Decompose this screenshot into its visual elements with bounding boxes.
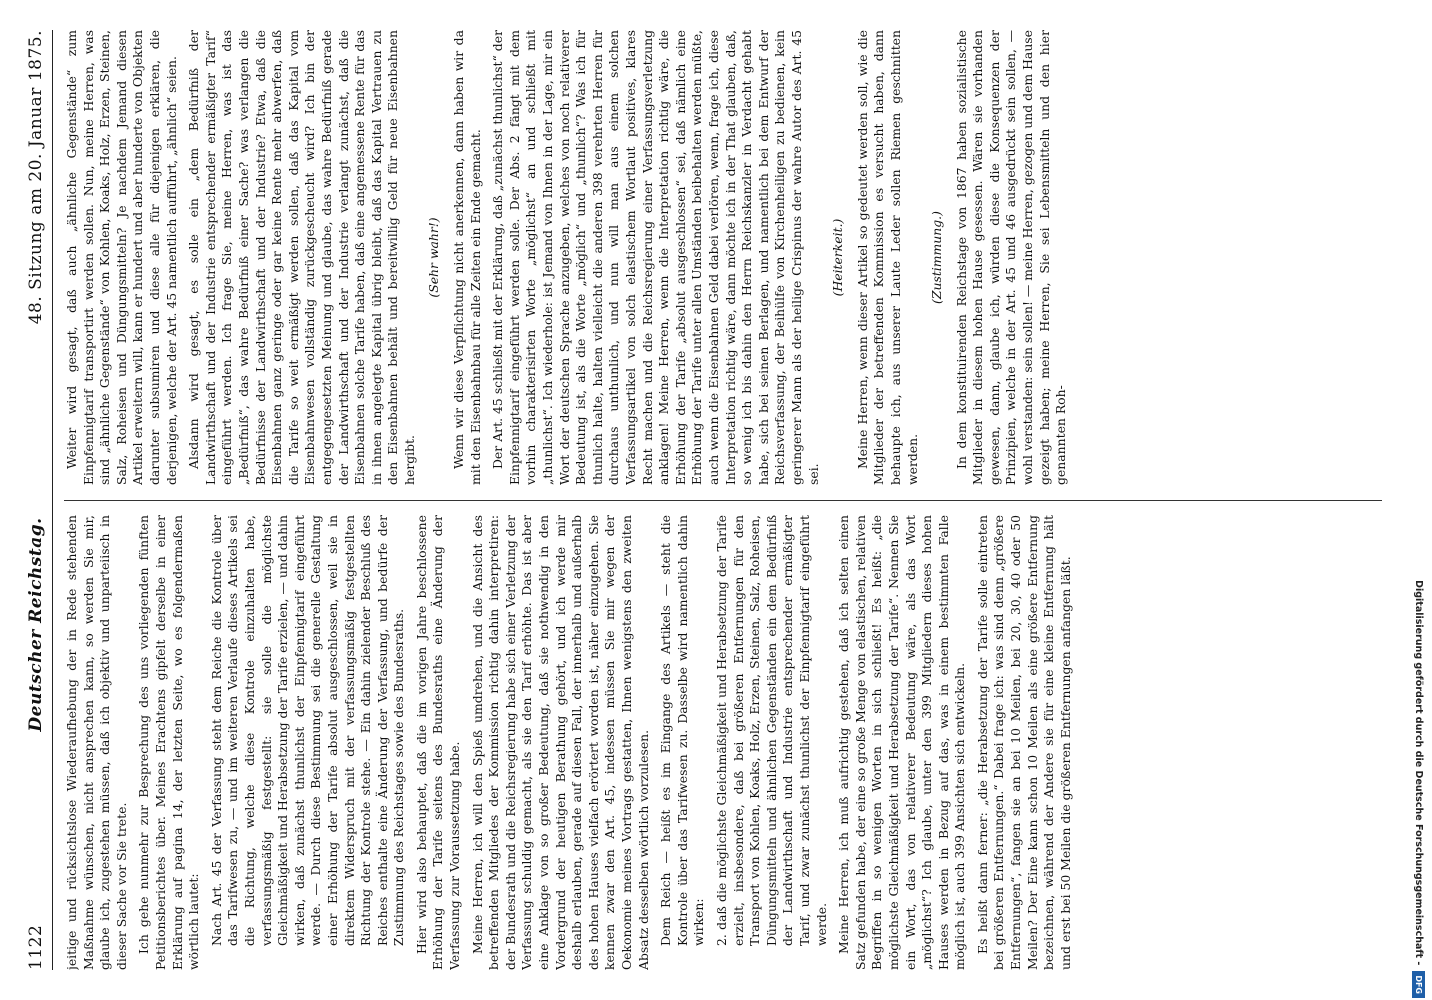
interjection: (Heiterkeit.) <box>830 218 846 297</box>
digitization-note <box>1408 8 1430 998</box>
quote-paragraph: 2. daß die möglichste Gleichmäßigkeit und Herabsetzung der Tarife erzielt, insbesondere, daß bei größeren Entfernungen für den Transport von Kohlen, Koaks, Holz, Erzen, Steinen, Salz, Roheisen, Düngungsmitteln und ähnlichen Gegenständen ein dem Bedürfniß der Landwirthschaft und Industrie entsprechender ermäßigter Tarif, und zwar zunächst thunlichst der Einpfennigtarif eingeführt werde. <box>713 515 829 946</box>
page-header <box>26 30 53 970</box>
digitization-text: Digitalisierung gefördert durch die Deutsche Forschungsgemeinschaft - <box>1413 580 1425 966</box>
paragraph: Meine Herren, wenn dieser Artikel so gedeutet werden soll, wie die Mitglieder der betreffenden Kommission es versucht haben, dann behaupte ich, aus unserer Laute Leder sollen Riemen geschnitten werden. <box>854 30 920 485</box>
paragraph: Hier wird also behauptet, daß die im vorigen Jahre beschlossene Erhöhung der Tarife seitens des Bundesraths eine Änderung der Verfassung zur Voraussetzung habe. <box>413 515 463 970</box>
document-page <box>8 0 1408 1000</box>
quote-paragraph: Dem Reich — heißt es im Eingange des Artikels — steht die Kontrole über das Tarifwesen zu. Dasselbe wird namentlich dahin wirken: <box>658 515 707 946</box>
paragraph: Der Art. 45 schließt mit der Erklärung, daß „zunächst thunlichst“ der Einpfennigtarif eingeführt werden solle. Der Abs. 2 fängt mit dem vorhin charakterisirten Worte „möglichst“ an und schließt mit „thunlichst“. Ich wiederhole: ist Jemand von Ihnen in der Lage, mir ein Wort der deutschen Sprache anzugeben, welches von noch relativerer Bedeutung ist, als die Worte „möglich“ und „thunlich“? Was ich für thunlich halte, halten vielleicht die anderen 398 verehrten Herren für durchaus unthunlich, und nun will man aus einem solchen Verfassungsartikel von solch elastischem Wortlaut positives, klares Recht machen und die Reichsregierung einer Verfassungsverletzung anklagen! Meine Herren, wenn die Interpretation richtig wäre, die Erhöhung der Tarife „absolut ausgeschlossen“ sei, daß nämlich eine Erhöhung der Tarife unter allen Umständen beibehalten werden müßte, auch wenn die Eisenbahnen Geld dabei verlören, wenn, frage ich, diese Interpretation richtig wäre, dann möchte ich in der That glauben, daß, so wenig ich bis dahin den Herrn Reichskanzler in Verdacht gehabt habe, sich bei seinen Berlagen, und namentlich bei dem Entwurf der Reichsverfassung, der Beihülfe von Kirchenheiligen zu bedienen, kein geringerer Mann als der heilige Crispinus der wahre Autor des Art. 45 sei. <box>490 30 821 485</box>
interjection: (Sehr wahr!) <box>426 217 442 298</box>
paragraph: Es heißt dann ferner: „die Herabsetzung der Tarife solle eintreten bei größeren Entfernungen.“ Dabei frage ich: was sind denn „größere Entfernungen“, fangen sie an bei 10 Meilen, bei 20, 30, 40 oder 50 Meilen? Der Eine kann schon 10 Meilen als eine größere Entfernung bezeichnen, während der Andere sie für eine kleine Entfernung hält und erst bei 50 Meilen die größeren Entfernungen anfangen läßt. <box>974 515 1073 970</box>
paragraph: jeitige und rücksichtslose Wiederaufhebung der in Rede stehenden Maßnahme wünschen, nicht ansprechen kann, so werden Sie mir, glaube ich, zugestehen müssen, daß ich objektiv und unparteiisch in dieser Sache vor Sie trete. <box>64 515 129 970</box>
paragraph: Wenn wir diese Verpflichtung nicht anerkennen, dann haben wir da mit den Eisenbahnbau für alle Zeiten ein Ende gemacht. <box>451 30 483 485</box>
page-number: 1122 <box>26 924 46 970</box>
paragraph: In dem konstituirenden Reichstage von 1867 haben sozialistische Mitglieder in diesem hohen Hause gesessen. Wären sie vorhanden gewesen, dann, glaube ich, würden diese die Konsequenzen der Prinzipien, welche in der Art. 45 und 46 ausgedrückt sein sollen, — wohl verstanden: sein sollen! — meine Herren, gezogen und dem Hause gezeigt haben; meine Herren, Sie sei Lebensmitteln und den hier genannten Roh- <box>953 30 1069 485</box>
session-info: 48. Sitzung am 20. Januar 1875. <box>26 30 46 325</box>
paragraph: Meine Herren, ich will den Spieß umdrehen, und die Ansicht des betreffenden Mitgliedes der Kommission richtig dahin interpretiren: der Bundesrath und die Reichsregierung habe sich einer Verletzung der Verfassung schuldig gemacht, als sie den Tarif erhöhte. Das ist aber eine Anklage von so großer Bedeutung, daß sie nothwendig in den Vordergrund der heutigen Berathung gehört, und ich werde mir deshalb erlauben, gerade auf diesen Fall, der innerhalb und außerhalb des hohen Hauses vielfach erörtert worden ist, näher einzugehen. Sie kennen zwar den Art. 45, indessen müssen Sie mir wegen der Oekonomie meines Vortrags gestatten, Ihnen wenigstens den zweiten Absatz desselben wörtlich vorzulesen. <box>469 515 651 970</box>
left-column <box>64 515 1382 970</box>
dfg-logo: DFG <box>1413 971 1426 998</box>
column-divider <box>64 500 1382 501</box>
quote-paragraph: Nach Art. 45 der Verfassung steht dem Reiche die Kontrole über das Tarifwesen zu, — und im weiteren Verlaufe dieses Artikels sei die Richtung, welche diese Kontrole einzuhalten habe, verfassungsmäßig festgestellt: sie solle die möglichste Gleichmäßigkeit und Herabsetzung der Tarife erzielen, — und dahin wirken, daß zunächst thunlichst der Einpfennigtarif eingeführt werde. — Durch diese Bestimmung sei die generelle Gestaltung einer Erhöhung der Tarife absolut ausgeschlossen, weil sie in direktem Widerspruch mit der verfassungsmäßig festgestellten Richtung der Kontrole stehe. — Ein dahin zielender Beschluß des Reiches enthalte eine Änderung der Verfassung, und bedürfe der Zustimmung des Reichstages sowie des Bundesraths. <box>208 515 407 946</box>
paragraph: Alsdann wird gesagt, es solle ein „dem Bedürfniß der Landwirthschaft und der Industrie entsprechender ermäßigter Tarif“ eingeführt werden. Ich frage Sie, meine Herren, was ist das „Bedürfniß“, das wahre Bedürfniß einer Sache? was verlangen die Bedürfnisse der Landwirthschaft und der Industrie? Etwa, daß die Eisenbahnen ganz geringe oder gar keine Rente mehr abwerfen, daß die Tarife so weit ermäßigt werden sollen, daß das Kapital vom Eisenbahnwesen vollständig zurückgescheucht wird? Ich bin der entgegengesetzten Meinung und glaube, das wahre Bedürfniß gerade der Landwirthschaft und der Industrie verlangt zunächst, daß die Eisenbahnen solche Tarife haben, daß eine angemessene Rente für das in ihnen angelegte Kapital übrig bleibt, daß das Kapital Vertrauen zu den Eisenbahnen behält und bereitwillig Geld für neue Eisenbahnen hergibt. <box>186 30 417 485</box>
paragraph: Weiter wird gesagt, daß auch „ähnliche Gegenstände“ zum Einpfennigtarif transportirt werden sollen. Nun, meine Herren, was sind „ähnliche Gegenstände“ von Kohlen, Koaks, Holz, Erzen, Steinen, Salz, Roheisen und Düngungsmitteln? Je nachdem Jemand diesen Artikel erweitern will, kann er hundert und aber hunderte von Objekten darunter subsumiren und diese alle für diejenigen erklären, die derjenigen, welche der Art. 45 namentlich aufführt, „ähnlich“ seien. <box>64 30 179 485</box>
paragraph: Ich gehe nunmehr zur Besprechung des uns vorliegenden fünften Petitionsberichtes über. Meines Erachtens gipfelt derselbe in einer Erklärung auf pagina 14, der letzten Seite, wo es folgendermaßen wörtlich lautet: <box>136 515 202 970</box>
interjection: (Zustimmung.) <box>929 211 945 304</box>
page-title: Deutscher Reichstag. <box>26 517 46 732</box>
right-column <box>64 30 1382 485</box>
paragraph: Meine Herren, ich muß aufrichtig gestehen, daß ich selten einen Satz gefunden habe, der eine so große Menge von elastischen, relativen Begriffen in so wenigen Worten in sich schließt! Es heißt: „die möglichste Gleichmäßigkeit und Herabsetzung der Tarife“. Nennen Sie ein Wort, das von relativerer Bedeutung wäre, als das Wort „möglichst“? Ich glaube, unter den 399 Mitgliedern dieses hohen Hauses werden in Bezug auf das, was in einem bestimmten Falle möglich ist, auch 399 Ansichten sich entwickeln. <box>836 515 968 970</box>
